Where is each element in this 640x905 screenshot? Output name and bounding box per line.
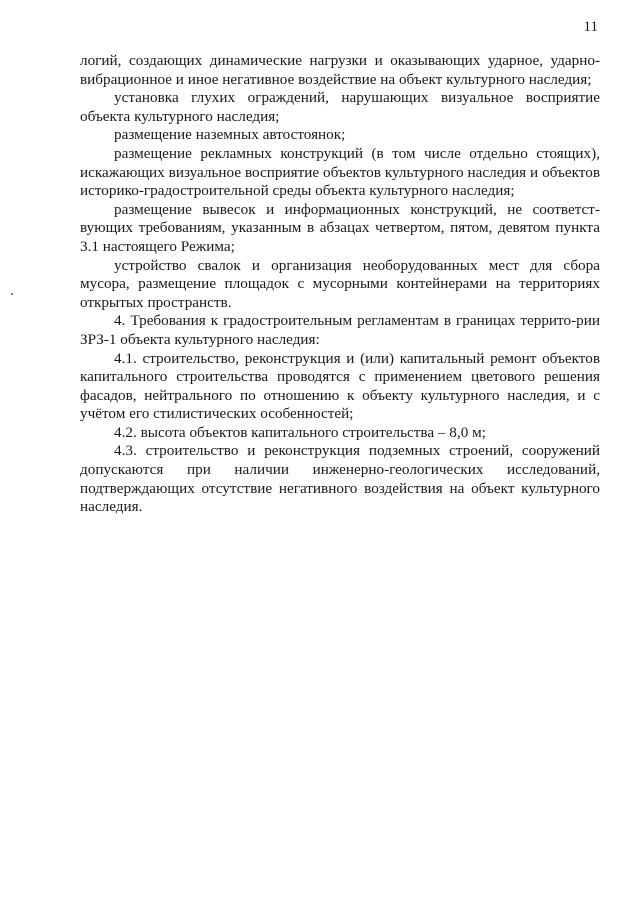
paragraph-parking: размещение наземных автостоянок; [114,126,346,144]
paragraph-continuation: логий, создающих динамические нагрузки и оказывающих ударное, ударно-вибрационное и иное негативное воздействие на объект культурного наследия; [80,52,600,88]
paragraph-4-1: 4.1. строительство, реконструкция и (или) капитальный ремонт объектов капитального строительства проводятся с применением цветового решения фасадов, нейтрального по отношению к объекту культурного наследия, и с учётом его стилистических особенностей; [80,349,600,423]
paragraph-fences: установка глухих ограждений, нарушающих визуальное восприятие объекта культурного наследия; [80,89,600,125]
paragraph-4-3: 4.3. строительство и реконструкция подземных строений, сооружений допускаются при наличии инженерно-геологических исследований, подтверждающих отсутствие негативного воздействия на объект культурного наследия. [80,442,600,516]
paragraph-4-2: 4.2. высота объектов капитального строительства – 8,0 м; [114,423,486,441]
page-number: 11 [583,19,598,35]
paragraph-advertising: размещение рекламных конструкций (в том числе отдельно стоящих), искажающих визуальное восприятие объектов культурного наследия и объектов историко-градостроительной среды объекта культурного наследия; [80,144,600,200]
document-body [80,52,600,517]
paragraph-signage: размещение вывесок и информационных конструкций, не соответст-вующих требованиям, указанным в абзацах четвертом, пятом, девятом пункта 3.1 настоящего Режима; [80,200,600,255]
margin-mark [11,293,13,295]
paragraph-section-4: 4. Требования к градостроительным регламентам в границах террито-рии ЗРЗ-1 объекта культурного наследия: [80,312,600,348]
paragraph-dumps: устройство свалок и организация необорудованных мест для сбора мусора, размещение площадок с мусорными контейнерами на территориях открытых пространств. [80,256,600,311]
